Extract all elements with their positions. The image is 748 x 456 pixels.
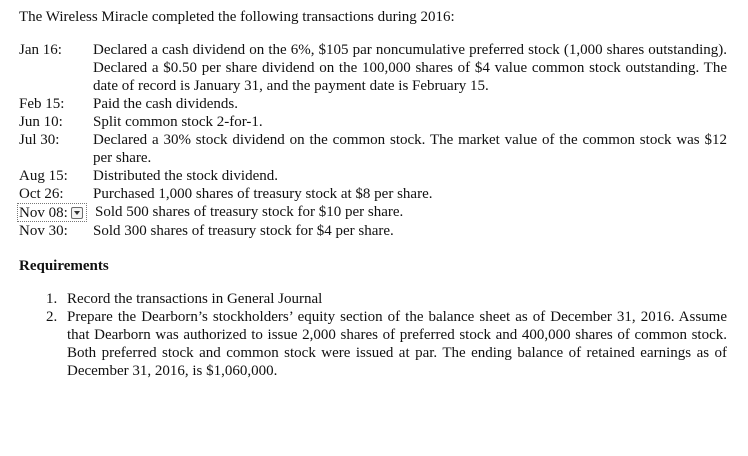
transaction-row (19, 185, 727, 203)
transaction-row (19, 41, 727, 95)
transaction-description: Declared a 30% stock dividend on the common stock. The market value of the common stock was $12 per share. (93, 132, 727, 166)
transaction-description: Declared a cash dividend on the 6%, $105 par noncumulative preferred stock (1,000 shares outstanding). Declared a $0.50 per share dividend on the 100,000 shares of $4 value common stock outstanding. The date of record is January 31, and the payment date is February 15. (93, 42, 727, 94)
transaction-row (19, 167, 727, 185)
dropdown-checkbox-icon[interactable] (71, 207, 83, 219)
transaction-list (19, 41, 727, 240)
requirements-list (19, 290, 727, 380)
transaction-date: Aug 15: (19, 168, 68, 184)
transaction-row (19, 113, 727, 131)
transaction-date: Nov 30: (19, 223, 68, 239)
document (19, 8, 727, 380)
transaction-date-dropdown[interactable] (17, 203, 87, 222)
transaction-row (19, 203, 727, 222)
requirements-heading: Requirements (19, 258, 109, 274)
requirement-item: 2. Prepare the Dearborn’s stockholders’ equity section of the balance sheet as of December 31, 2016. Assume that Dearborn was authorized to issue 2,000 shares of preferred stock and 400,000 shares of common stock. Both preferred stock and common stock were issued at par. The ending balance of retained earnings as of December 31, 2016, is $1,060,000. (61, 308, 727, 380)
transaction-description: Split common stock 2-for-1. (93, 114, 263, 130)
transaction-description: Distributed the stock dividend. (93, 168, 278, 184)
transaction-date: Feb 15: (19, 96, 65, 112)
transaction-description: Sold 300 shares of treasury stock for $4 per share. (93, 223, 394, 239)
transaction-date: Jan 16: (19, 42, 62, 58)
transaction-date: Oct 26: (19, 186, 64, 202)
transaction-row (19, 222, 727, 240)
transaction-description: Paid the cash dividends. (93, 96, 238, 112)
requirement-item: 1. Record the transactions in General Journal (61, 290, 727, 308)
transaction-date: Jun 10: (19, 114, 63, 130)
transaction-description: Sold 500 shares of treasury stock for $10 per share. (95, 204, 404, 220)
transaction-row (19, 131, 727, 167)
transaction-date: Jul 30: (19, 132, 60, 148)
transaction-description: Purchased 1,000 shares of treasury stock at $8 per share. (93, 186, 433, 202)
transaction-row (19, 95, 727, 113)
intro-text: The Wireless Miracle completed the following transactions during 2016: (19, 9, 455, 25)
transaction-date: Nov 08: (19, 204, 68, 221)
